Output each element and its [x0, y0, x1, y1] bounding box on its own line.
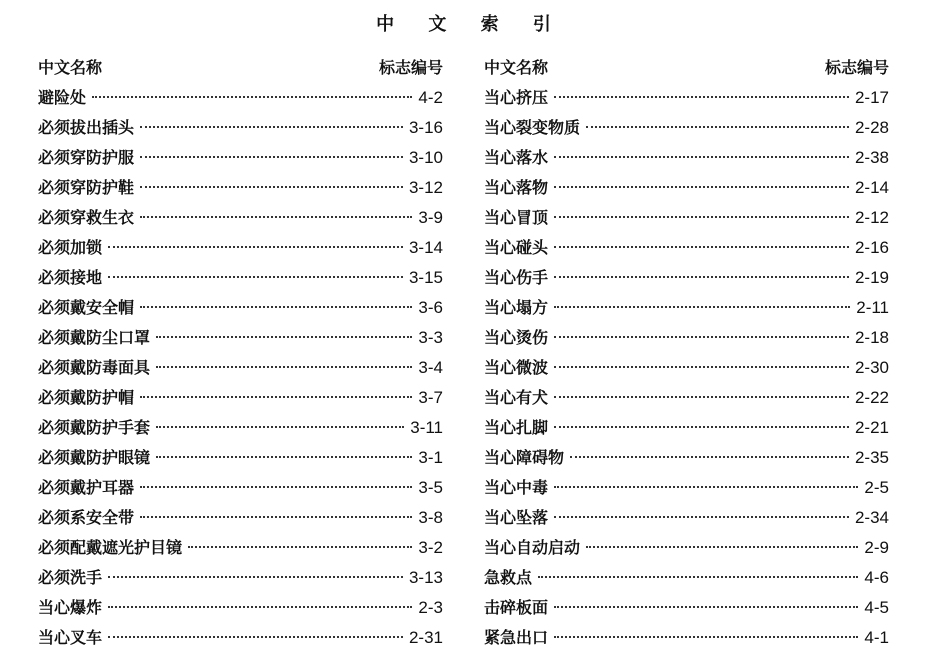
index-entry [38, 443, 443, 473]
index-entry [38, 383, 443, 413]
header-name-label: 中文名称 [484, 58, 549, 77]
entry-name: 当心塌方 [484, 298, 549, 317]
entry-code: 2-21 [854, 418, 889, 437]
entry-name: 必须戴安全帽 [38, 298, 135, 317]
entry-list [484, 83, 889, 653]
index-entry [38, 263, 443, 293]
column-header [484, 53, 889, 83]
dot-leader [140, 396, 412, 398]
dot-leader [156, 426, 404, 428]
header-code-label: 标志编号 [824, 58, 889, 77]
entry-code: 3-3 [418, 328, 443, 347]
entry-code: 3-11 [410, 418, 443, 437]
entry-name: 必须配戴遮光护目镜 [38, 538, 183, 557]
dot-leader [140, 486, 412, 488]
dot-leader [156, 336, 412, 338]
index-entry [38, 413, 443, 443]
entry-code: 3-7 [418, 388, 443, 407]
entry-code: 3-4 [418, 358, 443, 377]
index-entry [38, 83, 443, 113]
entry-code: 2-9 [864, 538, 889, 557]
entry-name: 必须加锁 [38, 238, 103, 257]
entry-code: 4-1 [864, 628, 889, 647]
entry-name: 必须戴防护手套 [38, 418, 151, 437]
entry-code: 2-18 [854, 328, 889, 347]
index-entry [38, 173, 443, 203]
entry-code: 2-22 [854, 388, 889, 407]
entry-name: 必须系安全带 [38, 508, 135, 527]
entry-code: 3-2 [418, 538, 443, 557]
dot-leader [140, 156, 403, 158]
dot-leader [570, 456, 849, 458]
index-entry [38, 563, 443, 593]
entry-code: 2-28 [854, 118, 889, 137]
dot-leader [554, 396, 849, 398]
dot-leader [554, 216, 849, 218]
dot-leader [586, 546, 858, 548]
index-entry [484, 113, 889, 143]
index-entry [484, 563, 889, 593]
dot-leader [554, 156, 849, 158]
dot-leader [108, 246, 403, 248]
dot-leader [140, 306, 412, 308]
entry-name: 当心落水 [484, 148, 549, 167]
index-entry [484, 443, 889, 473]
entry-code: 4-6 [864, 568, 889, 587]
entry-name: 当心落物 [484, 178, 549, 197]
entry-list [38, 83, 443, 653]
entry-code: 3-6 [418, 298, 443, 317]
index-column-left [38, 53, 443, 653]
index-entry [38, 473, 443, 503]
entry-name: 必须戴护耳器 [38, 478, 135, 497]
column-header [38, 53, 443, 83]
index-entry [484, 413, 889, 443]
entry-name: 当心扎脚 [484, 418, 549, 437]
entry-name: 当心微波 [484, 358, 549, 377]
entry-name: 当心碰头 [484, 238, 549, 257]
dot-leader [554, 426, 849, 428]
entry-name: 当心烫伤 [484, 328, 549, 347]
index-entry [484, 623, 889, 653]
entry-code: 2-5 [864, 478, 889, 497]
entry-name: 当心冒顶 [484, 208, 549, 227]
entry-name: 当心挤压 [484, 88, 549, 107]
entry-name: 必须接地 [38, 268, 103, 287]
entry-name: 当心伤手 [484, 268, 549, 287]
dot-leader [156, 456, 412, 458]
dot-leader [108, 636, 403, 638]
dot-leader [554, 336, 849, 338]
page-title: 中 文 索 引 [376, 14, 565, 35]
dot-leader [92, 96, 412, 98]
entry-code: 2-34 [854, 508, 889, 527]
entry-name: 必须穿救生衣 [38, 208, 135, 227]
entry-name: 必须穿防护鞋 [38, 178, 135, 197]
dot-leader [554, 606, 858, 608]
dot-leader [554, 516, 849, 518]
index-entry [38, 203, 443, 233]
dot-leader [554, 306, 850, 308]
index-entry [38, 533, 443, 563]
dot-leader [554, 276, 849, 278]
entry-code: 3-10 [408, 148, 443, 167]
index-entry [38, 113, 443, 143]
dot-leader [554, 96, 849, 98]
entry-name: 必须洗手 [38, 568, 103, 587]
dot-leader [538, 576, 858, 578]
dot-leader [554, 486, 858, 488]
dot-leader [140, 126, 403, 128]
entry-code: 2-16 [854, 238, 889, 257]
entry-code: 2-30 [854, 358, 889, 377]
entry-code: 2-19 [854, 268, 889, 287]
header-name-label: 中文名称 [38, 58, 103, 77]
index-entry [484, 173, 889, 203]
index-entry [38, 593, 443, 623]
index-entry [38, 323, 443, 353]
index-entry [38, 293, 443, 323]
entry-name: 必须戴防尘口罩 [38, 328, 151, 347]
entry-code: 2-35 [854, 448, 889, 467]
entry-code: 3-1 [418, 448, 443, 467]
entry-code: 2-12 [854, 208, 889, 227]
dot-leader [140, 186, 403, 188]
entry-code: 2-17 [854, 88, 889, 107]
dot-leader [586, 126, 849, 128]
entry-name: 紧急出口 [484, 628, 549, 647]
index-entry [484, 233, 889, 263]
entry-code: 3-14 [408, 238, 443, 257]
entry-name: 避险处 [38, 88, 87, 107]
entry-name: 当心障碍物 [484, 448, 565, 467]
index-entry [484, 293, 889, 323]
entry-code: 2-38 [854, 148, 889, 167]
entry-code: 3-12 [408, 178, 443, 197]
index-entry [484, 593, 889, 623]
entry-name: 当心有犬 [484, 388, 549, 407]
dot-leader [156, 366, 412, 368]
entry-code: 2-11 [856, 298, 889, 317]
entry-code: 3-16 [408, 118, 443, 137]
entry-code: 3-9 [418, 208, 443, 227]
index-entry [484, 323, 889, 353]
index-entry [484, 383, 889, 413]
entry-code: 3-5 [418, 478, 443, 497]
dot-leader [140, 216, 412, 218]
index-entry [38, 233, 443, 263]
dot-leader [188, 546, 412, 548]
index-entry [484, 353, 889, 383]
entry-code: 3-15 [408, 268, 443, 287]
index-entry [38, 143, 443, 173]
entry-code: 4-2 [418, 88, 443, 107]
entry-code: 2-31 [408, 628, 443, 647]
dot-leader [554, 366, 849, 368]
entry-name: 急救点 [484, 568, 533, 587]
entry-code: 2-3 [418, 598, 443, 617]
entry-name: 当心坠落 [484, 508, 549, 527]
dot-leader [108, 606, 412, 608]
index-column-right [484, 53, 889, 653]
entry-code: 3-13 [408, 568, 443, 587]
dot-leader [108, 576, 403, 578]
entry-name: 当心叉车 [38, 628, 103, 647]
index-entry [484, 143, 889, 173]
index-entry [38, 623, 443, 653]
entry-name: 必须戴防护眼镜 [38, 448, 151, 467]
entry-name: 必须穿防护服 [38, 148, 135, 167]
header-code-label: 标志编号 [378, 58, 443, 77]
entry-name: 当心中毒 [484, 478, 549, 497]
entry-code: 3-8 [418, 508, 443, 527]
entry-code: 2-14 [854, 178, 889, 197]
entry-name: 当心爆炸 [38, 598, 103, 617]
index-entry [484, 473, 889, 503]
dot-leader [554, 636, 858, 638]
index-entry [484, 83, 889, 113]
index-entry [484, 263, 889, 293]
index-entry [484, 503, 889, 533]
index-entry [38, 503, 443, 533]
dot-leader [108, 276, 403, 278]
dot-leader [554, 186, 849, 188]
entry-name: 击碎板面 [484, 598, 549, 617]
dot-leader [140, 516, 412, 518]
dot-leader [554, 246, 849, 248]
index-entry [38, 353, 443, 383]
entry-name: 必须戴防护帽 [38, 388, 135, 407]
entry-name: 当心裂变物质 [484, 118, 581, 137]
entry-name: 必须拔出插头 [38, 118, 135, 137]
index-entry [484, 203, 889, 233]
entry-name: 当心自动启动 [484, 538, 581, 557]
index-entry [484, 533, 889, 563]
entry-code: 4-5 [864, 598, 889, 617]
entry-name: 必须戴防毒面具 [38, 358, 151, 377]
